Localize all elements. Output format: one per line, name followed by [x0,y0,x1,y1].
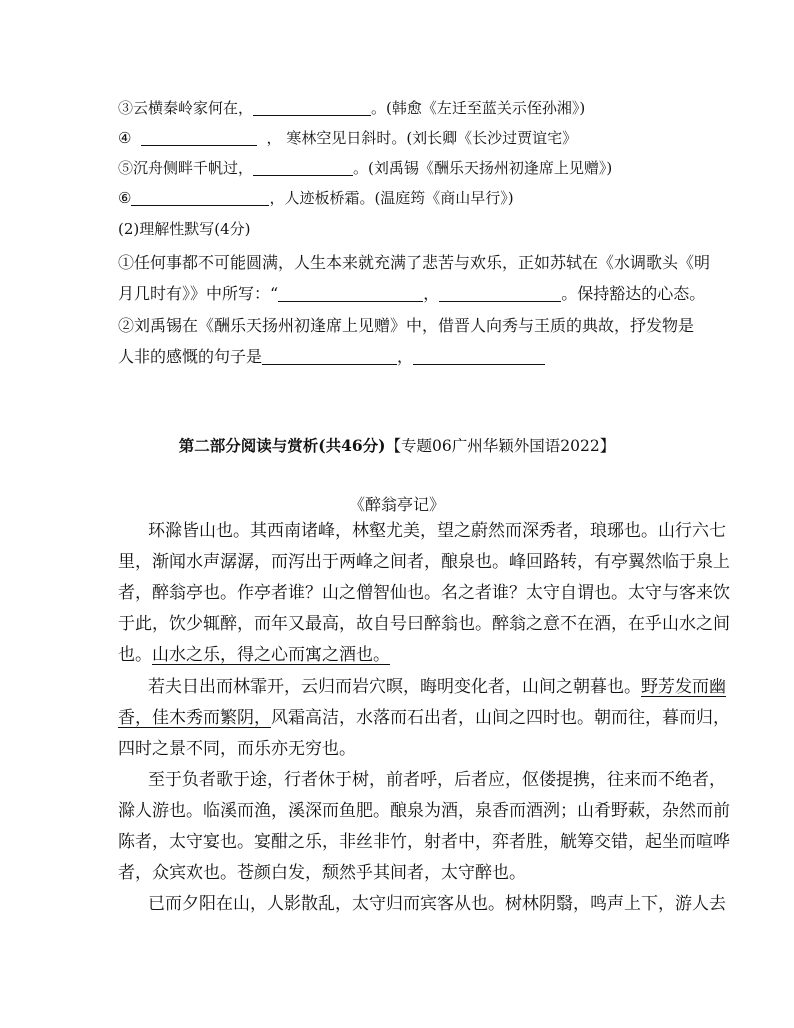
item-4-before: ④ [118,129,132,147]
answer-blank[interactable] [253,100,371,116]
text-plain: 风霜高洁，水落而石出者，山间之四时也。朝而往，暮而归， [271,708,730,728]
text-line: 环滁皆山也。其西南诸峰，林壑尤美，望之蔚然而深秀者，琅琊也。山行六七 [148,521,726,541]
text-line [118,703,730,734]
question-2-line-2 [118,344,545,370]
text-line [118,640,688,671]
underlined-sentence: 香，佳木秀而繁阴， [118,708,271,728]
text-line: 里，渐闻水声潺潺，而泻出于两峰之间者，酿泉也。峰回路转，有亭翼然临于泉上 [118,552,730,572]
question-2-text: 人非的感慨的句子是 [118,347,263,366]
answer-blank[interactable] [253,160,353,176]
fill-in-item-4 [118,127,577,149]
understanding-heading: (2)理解性默写(4分) [118,220,251,238]
question-1-comma: ， [423,284,440,303]
question-1-end: 。保持豁达的心态。 [561,284,706,303]
text-line: 滁人游也。临溪而渔，溪深而鱼肥。酿泉为酒，泉香而酒洌；山肴野蔌，杂然而前 [118,801,730,821]
text-line [118,672,726,703]
passage-paragraph-1 [118,516,730,671]
underlined-sentence: 山水之乐，得之心而寓之酒也。 [152,645,390,665]
passage-paragraph-4 [118,889,726,920]
text-line: 陈者，太守宴也。宴酣之乐，非丝非竹，射者中，弈者胜，觥筹交错，起坐而喧哗 [118,832,730,852]
answer-blank[interactable] [439,286,561,302]
answer-blank[interactable] [141,130,257,146]
passage-paragraph-2 [118,672,730,765]
answer-blank[interactable] [262,349,397,365]
text-line: 者，醉翁亭也。作亭者谁？山之僧智仙也。名之者谁？太守自谓也。太守与客来饮 [118,583,730,603]
fill-in-item-3 [118,97,585,119]
item-5-after: 。(刘禹锡《酬乐天扬州初逢席上见赠》) [353,159,613,177]
item-3-after: 。(韩愈《左迁至蓝关示侄孙湘》) [371,99,586,117]
answer-blank[interactable] [131,190,269,206]
item-5-before: ⑤沉舟侧畔千帆过， [118,159,254,177]
question-1-line-2 [118,281,705,307]
item-6-after: ，人迹板桥霜。(温庭筠《商山早行》) [269,189,514,207]
text-line: 已而夕阳在山，人影散乱，太守归而宾客从也。树林阴翳，鸣声上下，游人去 [148,894,726,914]
text-line: 于此，饮少辄醉，而年又最高，故自号曰醉翁也。醉翁之意不在酒，在乎山水之间 [118,614,730,634]
item-4-after: ， 寒林空见日斜时。(刘长卿《长沙过贾谊宅》 [266,129,578,147]
fill-in-item-6 [118,187,514,209]
answer-blank[interactable] [278,286,423,302]
question-2-comma: ， [397,347,414,366]
question-1-line-1: ①任何事都不可能圆满，人生本来就充满了悲苦与欢乐，正如苏轼在《水调歌头《明 [118,253,711,272]
section-heading: 第二部分阅读与赏析(共46分) [178,436,386,455]
item-3-before: ③云横秦岭家何在， [118,99,254,117]
text-line: 者，众宾欢也。苍颜白发，颓然乎其间者，太守醉也。 [118,863,526,883]
item-6-before: ⑥ [118,189,132,207]
passage-title: 《醉翁亭记》 [348,495,445,514]
text-plain: 若夫日出而林霏开，云归而岩穴暝，晦明变化者，山间之朝暮也。 [148,677,641,697]
text-line: 至于负者歌于途，行者休于树，前者呼，后者应，伛偻提携，往来而不绝者， [148,770,726,790]
underlined-sentence: 野芳发而幽 [641,677,726,697]
section-source: 【专题06广州华颖外国语2022】 [385,437,616,455]
question-1-text: 月几时有》》中所写：“ [118,284,279,303]
answer-blank[interactable] [413,349,545,365]
question-2-line-1: ②刘禹锡在《酬乐天扬州初逢席上见赠》中，借晋人向秀与王质的典故，抒发物是 [118,316,695,335]
fill-in-item-5 [118,157,612,179]
text-plain: 也。 [118,645,152,665]
text-line: 四时之景不同，而乐亦无穷也。 [118,739,356,759]
passage-paragraph-3 [118,765,730,889]
section-title [0,434,794,456]
